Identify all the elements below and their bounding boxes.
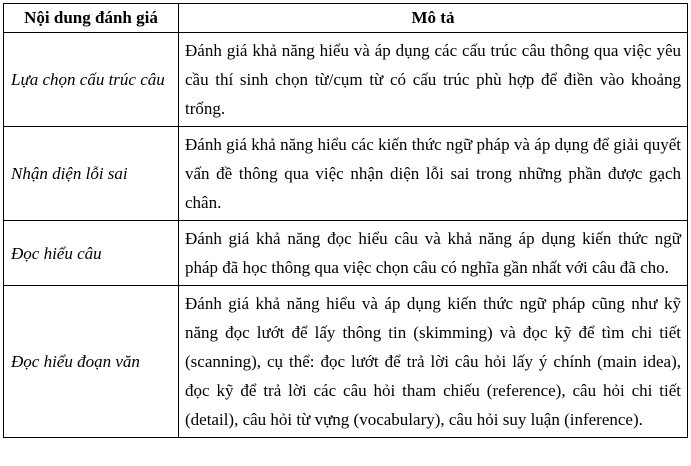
row-name-sentence-structure: Lựa chọn cấu trúc câu xyxy=(4,33,179,127)
table-row xyxy=(4,221,688,286)
table-row xyxy=(4,33,688,127)
table-header-row xyxy=(4,4,688,33)
row-description-paragraph-reading: Đánh giá khả năng hiểu và áp dụng kiến thức ngữ pháp cũng như kỹ năng đọc lướt để lấy thông tin (skimming) và đọc kỹ để tìm chi tiết (scanning), cụ thể: đọc lướt để trả lời câu hỏi lấy ý chính (main idea), đọc kỹ để trả lời các câu hỏi tham chiếu (reference), câu hỏi chi tiết (detail), câu hỏi từ vựng (vocabulary), câu hỏi suy luận (inference). xyxy=(179,286,688,438)
assessment-table xyxy=(3,3,688,438)
row-name-error-identification: Nhận diện lỗi sai xyxy=(4,127,179,221)
row-description-error-identification: Đánh giá khả năng hiểu các kiến thức ngữ pháp và áp dụng để giải quyết vấn đề thông qua việc nhận diện lỗi sai trong những phần được gạch chân. xyxy=(179,127,688,221)
assessment-table-container xyxy=(3,3,687,438)
row-name-sentence-reading: Đọc hiểu câu xyxy=(4,221,179,286)
table-row xyxy=(4,286,688,438)
header-description: Mô tả xyxy=(179,4,688,33)
row-name-paragraph-reading: Đọc hiểu đoạn văn xyxy=(4,286,179,438)
row-description-sentence-reading: Đánh giá khả năng đọc hiểu câu và khả năng áp dụng kiến thức ngữ pháp đã học thông qua việc chọn câu có nghĩa gần nhất với câu đã cho. xyxy=(179,221,688,286)
header-content-assessed: Nội dung đánh giá xyxy=(4,4,179,33)
row-description-sentence-structure: Đánh giá khả năng hiểu và áp dụng các cấu trúc câu thông qua việc yêu cầu thí sinh chọn từ/cụm từ có cấu trúc phù hợp để điền vào khoảng trống. xyxy=(179,33,688,127)
table-row xyxy=(4,127,688,221)
